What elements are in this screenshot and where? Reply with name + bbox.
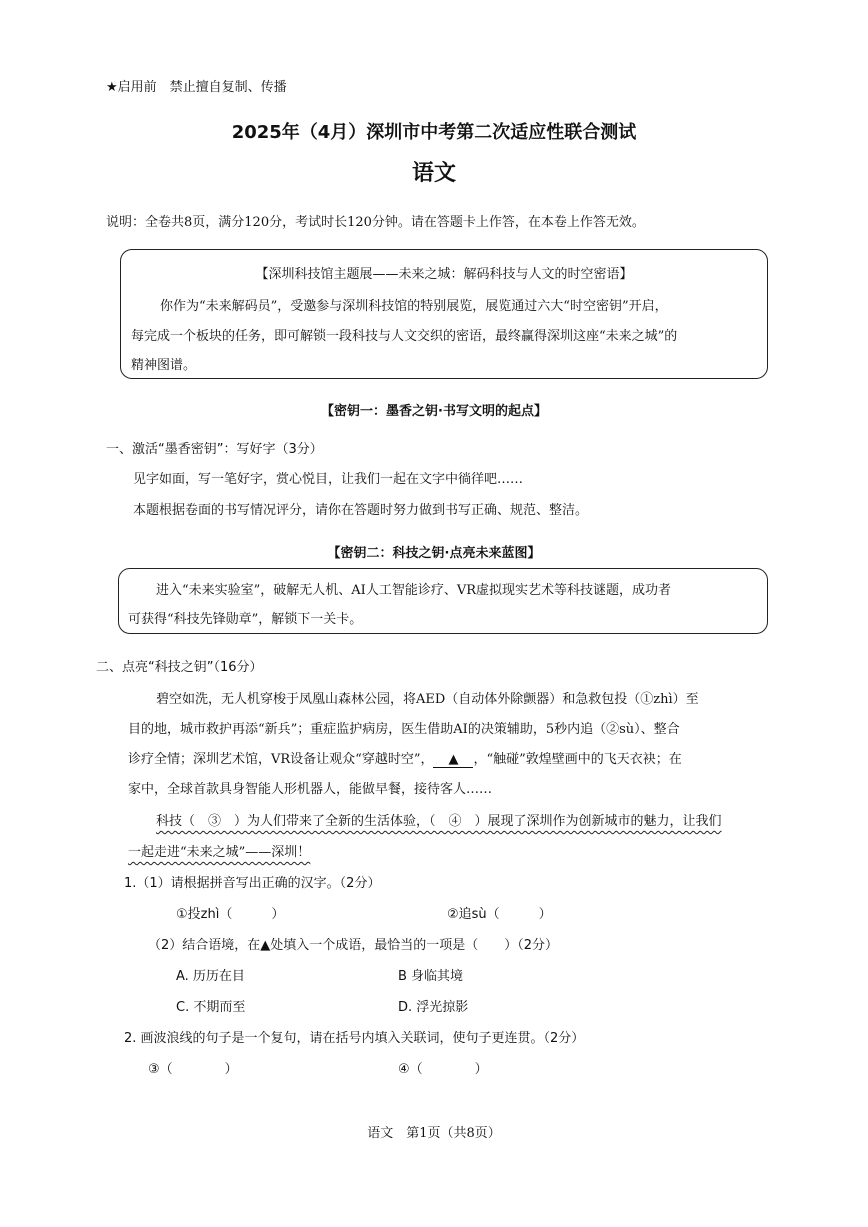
passage-line-2: 目的地，城市救护再添“新兵”；重症监护病房，医生借助AI的决策辅助，5秒内追（②sù）、整合 xyxy=(128,722,680,737)
wavy-sentence-line-2: 一起走进“未来之城”——深圳！ xyxy=(128,845,311,860)
intro-line-2: 每完成一个板块的任务，即可解锁一段科技与人文交织的密语，最终赢得深圳这座“未来之城”的 xyxy=(131,329,678,344)
option-a[interactable]: A. 历历在目 xyxy=(176,969,245,984)
question-2-stem: 2. 画波浪线的句子是一个复句，请在括号内填入关联词，使句子更连贯。（2分） xyxy=(124,1031,585,1046)
exam-instructions: 说明：全卷共8页，满分120分，考试时长120分钟。请在答题卡上作答，在本卷上作答无效。 xyxy=(106,215,645,230)
key1-line-1: 见字如面，写一笔好字，赏心悦目，让我们一起在文字中徜徉吧…… xyxy=(133,472,524,487)
intro-line-1: 你作为“未来解码员”，受邀参与深圳科技馆的特别展览，展览通过六大“时空密钥”开启， xyxy=(160,299,668,314)
copyright-notice: ★启用前 禁止擅自复制、传播 xyxy=(106,80,287,95)
passage-line-3-text: 诊疗全情；深圳艺术馆，VR设备让观众“穿越时空”， xyxy=(128,752,434,767)
passage-line-4: 家中，全球首款具身智能人形机器人，能做早餐，接待客人…… xyxy=(128,782,493,797)
option-b[interactable]: B 身临其境 xyxy=(398,969,464,984)
key1-heading: 【密钥一：墨香之钥·书写文明的起点】 xyxy=(321,404,547,419)
passage-line-3-tail: ，“触碰”敦煌壁画中的飞天衣袂；在 xyxy=(473,752,682,767)
option-c[interactable]: C. 不期而至 xyxy=(176,1000,246,1015)
conjunction-blank-3[interactable]: ③（ ） xyxy=(148,1062,238,1077)
pinyin-blank-1[interactable]: ①投zhì（ ） xyxy=(176,907,285,922)
passage-line-3 xyxy=(128,748,682,768)
conjunction-blank-4[interactable]: ④（ ） xyxy=(398,1062,488,1077)
page-footer: 语文 第1页（共8页） xyxy=(367,1126,501,1141)
wavy-sentence-line-1: 科技（ ③ ）为人们带来了全新的生活体验，（ ④ ）展现了深圳作为创新城市的魅力，让我们 xyxy=(156,814,722,829)
intro-box-title: 【深圳科技馆主题展——未来之城：解码科技与人文的时空密语】 xyxy=(255,267,633,282)
intro-line-3: 精神图谱。 xyxy=(131,358,197,373)
option-d[interactable]: D. 浮光掠影 xyxy=(398,1000,469,1015)
key2-box-line-2: 可获得“科技先锋勋章”，解锁下一关卡。 xyxy=(128,612,363,627)
section-2-title: 二、点亮“科技之钥”（16分） xyxy=(96,660,263,675)
question-1-title: 一、激活“墨香密钥”：写好字（3分） xyxy=(106,442,323,457)
key1-line-2: 本题根据卷面的书写情况评分，请你在答题时努力做到书写正确、规范、整洁。 xyxy=(133,503,589,518)
question-1-stem: 1.（1）请根据拼音写出正确的汉字。（2分） xyxy=(124,876,381,891)
subject-title: 语文 xyxy=(411,161,456,186)
exam-title: 2025年（4月）深圳市中考第二次适应性联合测试 xyxy=(231,122,637,143)
pinyin-blank-2[interactable]: ②追sù（ ） xyxy=(447,907,552,922)
passage-line-1: 碧空如洗，无人机穿梭于凤凰山森林公园，将AED（自动体外除颤器）和急救包投（①zhì）至 xyxy=(156,692,699,707)
key2-box-line-1: 进入“未来实验室”，破解无人机、AI人工智能诊疗、VR虚拟现实艺术等科技谜题，成功者 xyxy=(156,583,671,598)
idiom-blank: ▲ xyxy=(433,752,473,768)
question-1-part-2: （2）结合语境，在▲处填入一个成语，最恰当的一项是（ ）（2分） xyxy=(148,938,559,953)
key2-heading: 【密钥二：科技之钥·点亮未来蓝图】 xyxy=(327,546,541,561)
